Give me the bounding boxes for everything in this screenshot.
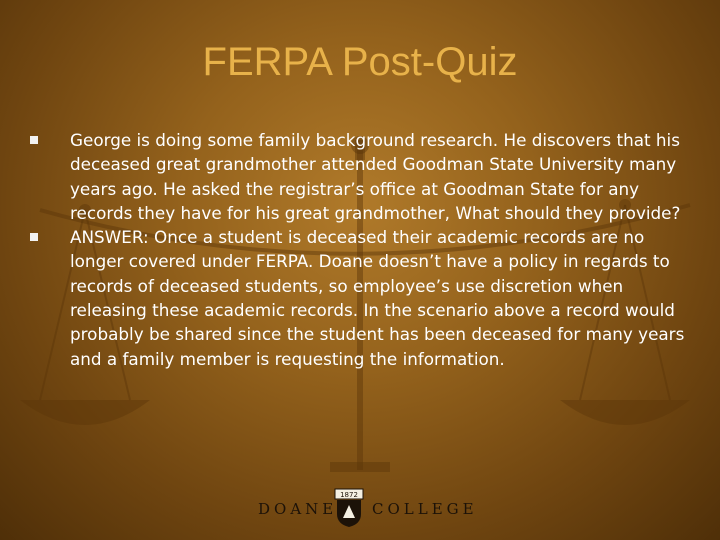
slide-title: FERPA Post-Quiz	[202, 40, 518, 84]
bullet-item	[26, 128, 686, 225]
bullet-text: ANSWER: Once a student is deceased their academic records are no longer covered under FERPA. Doane doesn’t have a policy in regards to records of deceased students, so employee’s use discretion when releasing these academic records. In the scenario above a record would probably be shared since the student has been deceased for many years and a family member is requesting the information.	[70, 227, 685, 369]
bullet-text: George is doing some family background research. He discovers that his deceased great grandmother attended Goodman State University many years ago. He asked the registrar’s office at Goodman State for any records they have for his great grandmother, What should they provide?	[70, 130, 681, 223]
square-bullet-icon	[30, 136, 38, 144]
square-bullet-icon	[30, 233, 38, 241]
bullet-item	[26, 225, 686, 371]
seal-year: 1872	[340, 491, 358, 499]
footer-word-doane: DOANE	[258, 500, 338, 518]
footer-word-college: COLLEGE	[372, 500, 478, 518]
bullet-list	[26, 128, 686, 371]
doane-seal-icon	[334, 488, 364, 528]
college-footer-logo	[0, 488, 720, 528]
